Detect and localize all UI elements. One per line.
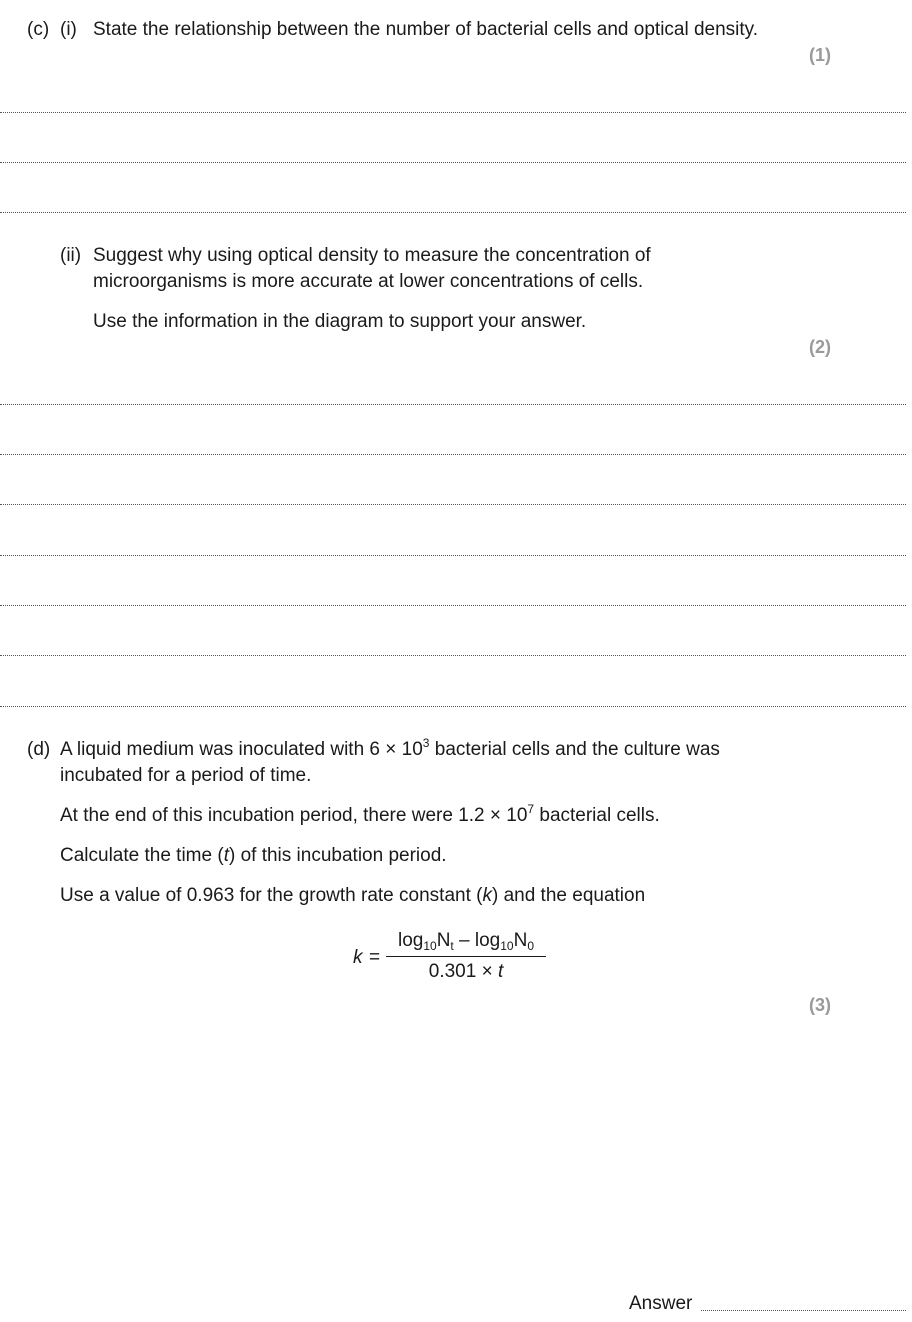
part-c-ii-label: (ii) [60, 245, 82, 266]
part-c-ii-question-line1: Suggest why using optical density to measure the concentration of [93, 245, 651, 266]
equation-numerator: $\log_{10}N_t - \log_{10}N_0$ [386, 930, 546, 957]
answer-line-c-ii-5[interactable] [0, 605, 906, 606]
answer-line-d[interactable] [701, 1310, 906, 1311]
equation-equals: = [369, 947, 381, 968]
part-d-line4: Calculate the time (t) of this incubation period. [60, 845, 447, 866]
equation-denominator: 0.301 × t [428, 961, 504, 982]
part-d-label: (d) [27, 739, 51, 760]
answer-line-c-ii-2[interactable] [0, 454, 906, 455]
equation-lhs: k [353, 947, 363, 968]
part-c-label: (c) [27, 19, 50, 40]
part-d-marks: (3) [809, 995, 831, 1015]
answer-line-c-ii-1[interactable] [0, 404, 906, 405]
part-c-ii-marks: (2) [809, 337, 831, 357]
part-c-i-question: State the relationship between the number of bacterial cells and optical density. [93, 19, 759, 40]
answer-line-c-ii-6[interactable] [0, 655, 906, 656]
answer-label: Answer [629, 1293, 693, 1314]
part-c-ii-instruction: Use the information in the diagram to support your answer. [93, 311, 587, 332]
part-d-line2: incubated for a period of time. [60, 765, 312, 786]
part-c-i-marks: (1) [809, 45, 831, 65]
part-d-line5: Use a value of 0.963 for the growth rate constant (k) and the equation [60, 885, 646, 906]
part-c-ii-question-line2: microorganisms is more accurate at lower concentrations of cells. [93, 271, 644, 292]
part-d-line1: A liquid medium was inoculated with $6 \times 10^3$ bacterial cells and the culture was [60, 736, 720, 760]
part-d-line3: At the end of this incubation period, there were $1.2 \times 10^7$ bacterial cells. [60, 802, 660, 826]
answer-line-c-i-2[interactable] [0, 162, 906, 163]
answer-line-c-ii-4[interactable] [0, 555, 906, 556]
answer-line-c-i-1[interactable] [0, 112, 906, 113]
answer-line-c-i-3[interactable] [0, 212, 906, 213]
part-c-i-label: (i) [60, 19, 77, 40]
equation-fraction [386, 930, 546, 983]
answer-line-c-ii-7[interactable] [0, 706, 906, 707]
answer-line-c-ii-3[interactable] [0, 504, 906, 505]
